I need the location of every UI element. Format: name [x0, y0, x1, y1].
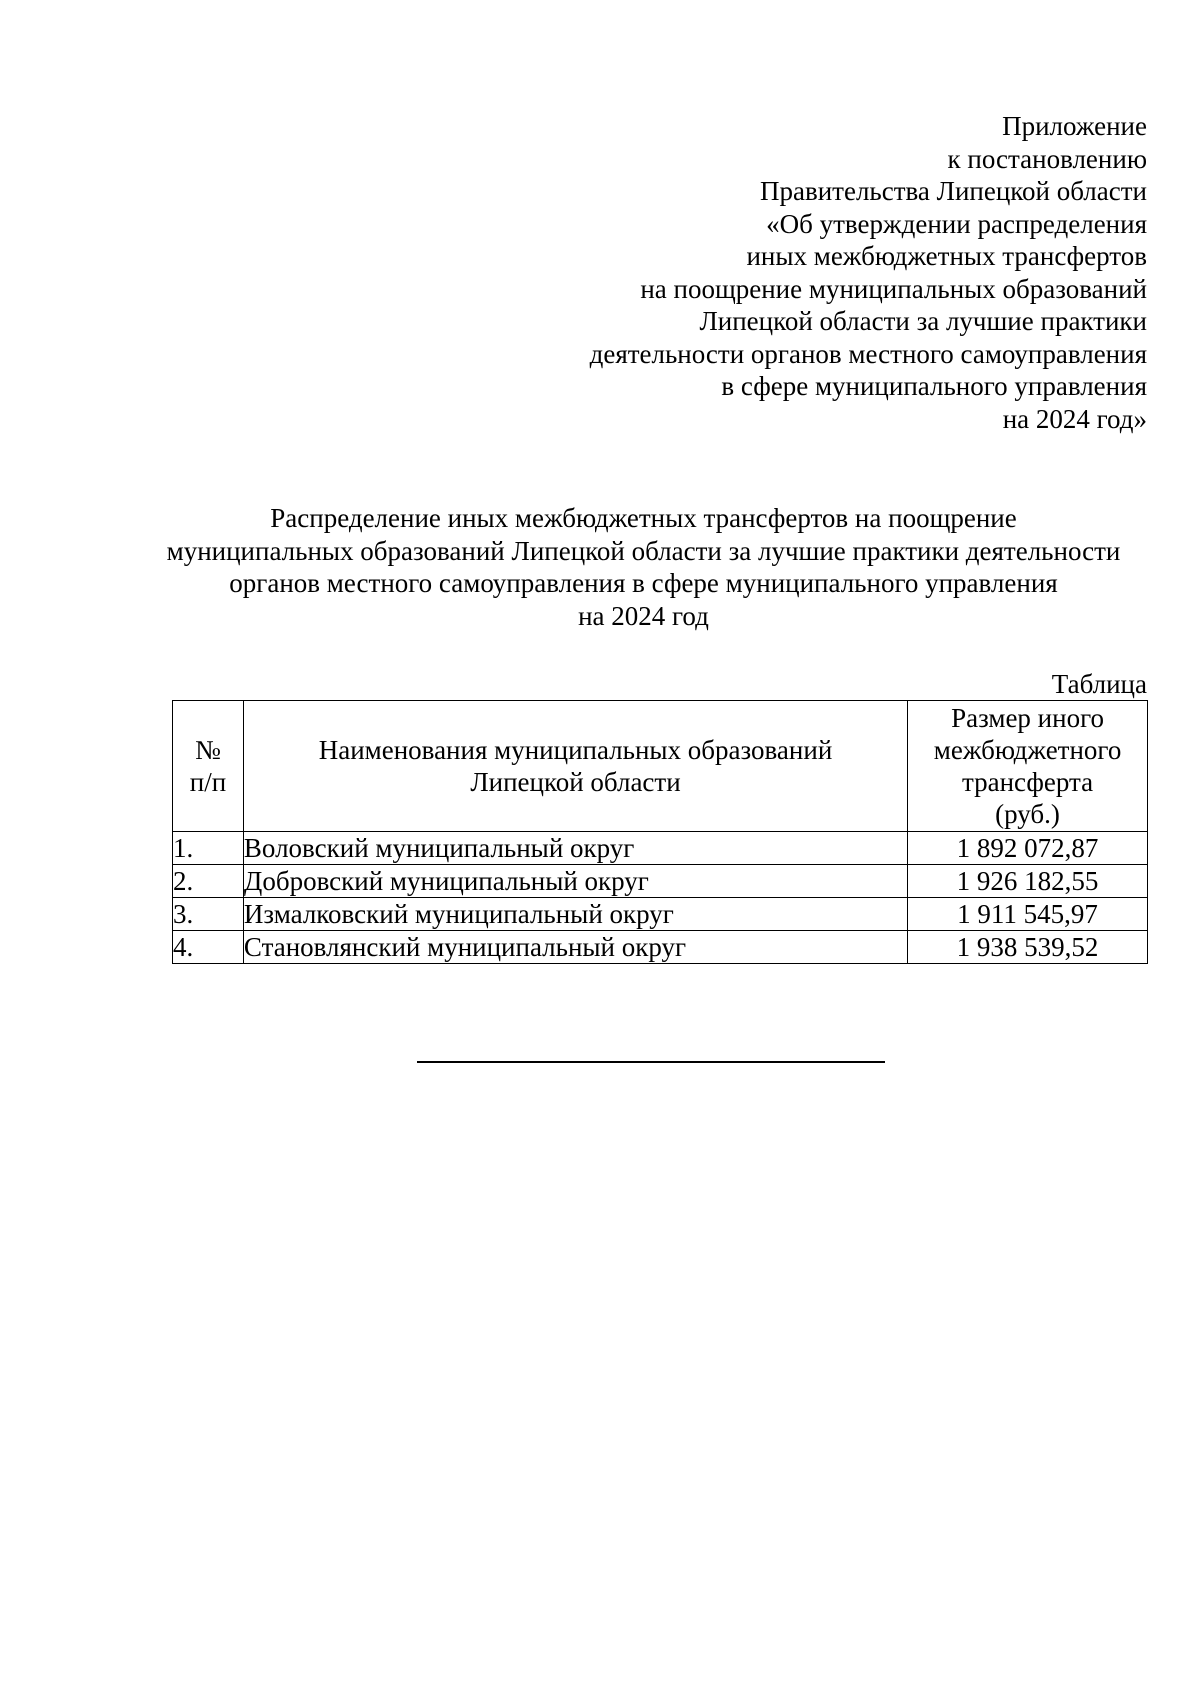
row-name: Измалковский муниципальный округ	[243, 898, 907, 931]
row-num: 4.	[173, 931, 244, 964]
appendix-line: на 2024 год»	[1002, 403, 1147, 434]
end-divider	[417, 1061, 885, 1063]
header-num	[173, 701, 244, 832]
transfers-table	[172, 700, 1148, 964]
header-amount-line: трансферта	[961, 767, 1094, 797]
row-amount: 1 938 539,52	[908, 931, 1148, 964]
table-row	[173, 865, 1148, 898]
header-name-line: Наименования муниципальных образований	[318, 735, 833, 765]
appendix-line: деятельности органов местного самоуправления	[589, 338, 1147, 369]
title-line: муниципальных образований Липецкой области за лучшие практики деятельности	[166, 535, 1121, 566]
row-name: Добровский муниципальный округ	[243, 865, 907, 898]
row-amount: 1 892 072,87	[908, 832, 1148, 865]
title-line: Распределение иных межбюджетных трансфертов на поощрение	[270, 503, 1017, 533]
appendix-line: на поощрение муниципальных образований	[640, 273, 1147, 304]
table-row	[173, 832, 1148, 865]
header-name	[243, 701, 907, 832]
appendix-line: Правительства Липецкой области	[759, 176, 1147, 206]
header-num-line: №	[195, 735, 221, 765]
row-num: 2.	[173, 865, 244, 898]
row-name: Становлянский муниципальный округ	[243, 931, 907, 964]
appendix-block	[447, 110, 1147, 435]
row-name: Воловский муниципальный округ	[243, 832, 907, 865]
header-name-line: Липецкой области	[470, 767, 681, 797]
appendix-line: в сфере муниципального управления	[721, 371, 1147, 401]
row-num: 1.	[173, 832, 244, 865]
header-amount	[908, 701, 1148, 832]
header-num-line: п/п	[189, 767, 227, 797]
appendix-line: иных межбюджетных трансфертов	[746, 241, 1147, 271]
appendix-line: «Об утверждении распределения	[766, 208, 1147, 239]
row-amount: 1 911 545,97	[908, 898, 1148, 931]
header-amount-line: межбюджетного	[933, 735, 1122, 765]
table-label: Таблица	[1051, 669, 1147, 699]
title-line: на 2024 год	[578, 600, 709, 631]
table-row	[173, 898, 1148, 931]
appendix-line: Липецкой области за лучшие практики	[699, 306, 1147, 336]
header-amount-line: (руб.)	[995, 799, 1060, 829]
document-title	[140, 502, 1147, 632]
row-amount: 1 926 182,55	[908, 865, 1148, 898]
table-header-row	[173, 701, 1148, 832]
appendix-line: Приложение	[1002, 111, 1147, 141]
appendix-line: к постановлению	[947, 143, 1147, 174]
row-num: 3.	[173, 898, 244, 931]
title-line: органов местного самоуправления в сфере муниципального управления	[229, 568, 1058, 598]
header-amount-line: Размер иного	[951, 703, 1104, 733]
table-row	[173, 931, 1148, 964]
